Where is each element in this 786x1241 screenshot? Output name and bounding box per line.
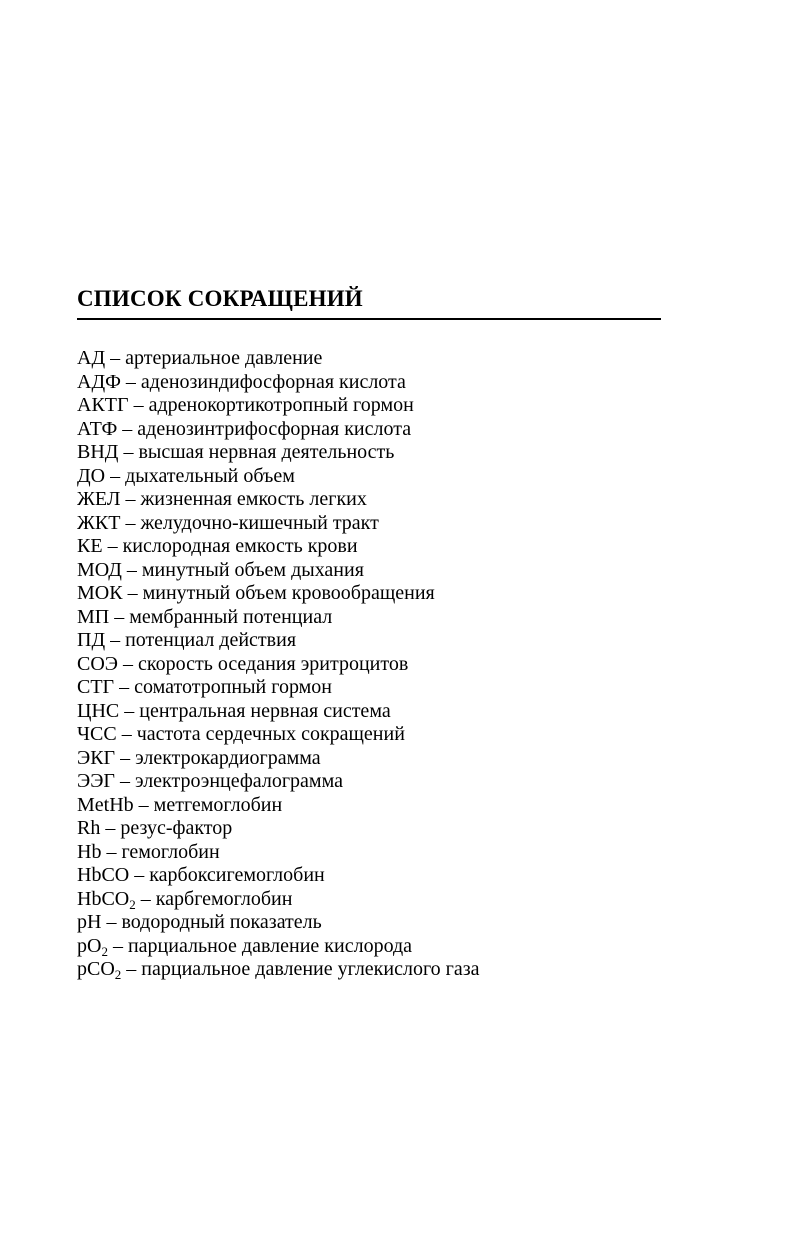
abbreviation-item: [77, 700, 480, 724]
abbreviation-term: pH: [77, 911, 102, 933]
abbreviation-definition: дыхательный объем: [125, 464, 295, 487]
abbreviation-definition: электроэнцефалограмма: [134, 770, 343, 792]
abbreviation-dash: –: [120, 746, 131, 769]
abbreviation-item: [77, 723, 480, 747]
abbreviation-term: АТФ: [77, 417, 118, 440]
abbreviation-definition: артериальное давление: [125, 347, 323, 369]
abbreviation-definition: кислородная емкость крови: [122, 535, 358, 557]
abbreviation-term: МОД: [77, 558, 122, 581]
abbreviation-subscript: 2: [129, 896, 136, 912]
abbreviation-dash: –: [105, 817, 116, 839]
abbreviation-term: ДО: [77, 464, 106, 487]
abbreviation-item: [77, 817, 480, 841]
abbreviation-term: АКТГ: [77, 394, 129, 416]
abbreviation-term: Rh: [77, 817, 101, 839]
abbreviation-definition: потенциал действия: [125, 629, 297, 651]
abbreviation-dash: –: [123, 652, 133, 675]
abbreviation-term: pO: [77, 934, 102, 957]
abbreviation-subscript: 2: [114, 967, 122, 982]
abbreviation-item: [77, 371, 480, 395]
abbreviation-item: [77, 394, 480, 418]
abbreviation-term: СТГ: [77, 676, 115, 698]
abbreviation-dash: –: [112, 934, 123, 957]
abbreviation-term: АДФ: [77, 370, 121, 393]
abbreviation-dash: –: [107, 535, 118, 557]
abbreviation-dash: –: [125, 511, 136, 534]
abbreviation-term: ПД: [77, 629, 106, 651]
abbreviation-item: [77, 841, 480, 865]
abbreviation-dash: –: [114, 605, 125, 628]
abbreviation-subscript: 2: [101, 943, 108, 959]
abbreviation-term: СОЭ: [77, 652, 118, 675]
abbreviation-definition: водородный показатель: [121, 911, 322, 933]
abbreviation-definition: адренокортикотропный гормон: [148, 394, 414, 416]
abbreviation-term: MetHb: [77, 793, 134, 816]
abbreviation-dash: –: [119, 770, 130, 792]
abbreviation-item: [77, 911, 480, 935]
abbreviation-dash: –: [125, 488, 136, 510]
abbreviation-term: Hb: [77, 840, 102, 863]
abbreviation-item: [77, 676, 480, 700]
abbreviation-dash: –: [110, 629, 121, 651]
abbreviation-dash: –: [123, 441, 134, 463]
abbreviation-definition: метгемоглобин: [153, 793, 283, 816]
abbreviation-dash: –: [125, 370, 136, 393]
abbreviation-definition: частота сердечных сокращений: [136, 723, 405, 745]
abbreviation-item: [77, 559, 480, 583]
abbreviation-item: [77, 653, 480, 677]
abbreviation-term: pCO: [77, 958, 115, 980]
abbreviation-item: [77, 512, 480, 536]
abbreviation-term: ЧСС: [77, 723, 117, 745]
abbreviation-definition: электрокардиограмма: [135, 746, 321, 769]
abbreviation-item: [77, 441, 480, 465]
abbreviation-dash: –: [121, 723, 132, 745]
abbreviation-definition: минутный объем дыхания: [141, 558, 364, 581]
abbreviation-term: ЭКГ: [77, 746, 116, 769]
abbreviation-definition: жизненная емкость легких: [140, 488, 367, 510]
abbreviation-dash: –: [122, 417, 133, 440]
abbreviation-item: [77, 864, 480, 888]
abbreviation-item: [77, 606, 480, 630]
abbreviation-dash: –: [134, 864, 145, 886]
abbreviation-definition: мембранный потенциал: [129, 605, 333, 628]
abbreviation-item: [77, 747, 480, 771]
abbreviation-definition: карбгемоглобин: [155, 887, 293, 910]
abbreviation-definition: соматотропный гормон: [134, 676, 333, 698]
abbreviation-term: HbCO: [77, 864, 130, 886]
abbreviation-term: ЖЕЛ: [77, 488, 121, 510]
abbreviation-dash: –: [110, 464, 121, 487]
abbreviation-term: ВНД: [77, 441, 119, 463]
abbreviation-definition: гемоглобин: [121, 840, 220, 863]
abbreviation-item: [77, 582, 480, 606]
abbreviation-term: ЖКТ: [77, 511, 121, 534]
abbreviation-dash: –: [127, 582, 138, 604]
abbreviation-definition: центральная нервная система: [139, 699, 391, 722]
abbreviation-dash: –: [106, 840, 117, 863]
abbreviation-term: МП: [77, 605, 110, 628]
abbreviation-definition: аденозиндифосфорная кислота: [140, 370, 406, 393]
abbreviation-term: ЦНС: [77, 699, 120, 722]
abbreviation-item: [77, 794, 480, 818]
abbreviation-term: МОК: [77, 582, 123, 604]
abbreviation-dash: –: [119, 676, 130, 698]
abbreviation-definition: аденозинтрифосфорная кислота: [137, 417, 412, 440]
abbreviation-dash: –: [126, 958, 137, 980]
abbreviation-dash: –: [138, 793, 149, 816]
page-title: СПИСОК СОКРАЩЕНИЙ: [77, 286, 363, 311]
abbreviation-term: АД: [77, 347, 106, 369]
abbreviation-dash: –: [126, 558, 137, 581]
abbreviation-item: [77, 888, 480, 912]
abbreviation-definition: минутный объем кровообращения: [142, 582, 435, 604]
abbreviation-dash: –: [133, 394, 144, 416]
abbreviation-term: HbCO: [77, 887, 130, 910]
abbreviation-item: [77, 935, 480, 959]
abbreviation-definition: парциальное давление кислорода: [127, 934, 413, 957]
abbreviation-definition: карбоксигемоглобин: [149, 864, 325, 886]
abbreviation-item: [77, 958, 480, 982]
abbreviation-item: [77, 535, 480, 559]
abbreviation-term: ЭЭГ: [77, 770, 115, 792]
abbreviation-item: [77, 418, 480, 442]
abbreviation-definition: резус-фактор: [120, 817, 233, 839]
abbreviation-item: [77, 465, 480, 489]
abbreviation-list: [77, 347, 480, 982]
abbreviation-item: [77, 629, 480, 653]
abbreviation-definition: высшая нервная деятельность: [138, 441, 395, 463]
abbreviation-definition: желудочно-кишечный тракт: [140, 511, 379, 534]
abbreviation-dash: –: [106, 911, 117, 933]
abbreviation-dash: –: [124, 699, 135, 722]
title-underline: [77, 318, 661, 320]
abbreviation-definition: скорость оседания эритроцитов: [138, 652, 409, 675]
abbreviation-item: [77, 347, 480, 371]
abbreviation-item: [77, 488, 480, 512]
abbreviation-dash: –: [110, 347, 121, 369]
abbreviation-term: КЕ: [77, 535, 103, 557]
abbreviation-dash: –: [140, 887, 151, 910]
abbreviation-definition: парциальное давление углекислого газа: [141, 958, 480, 980]
abbreviation-item: [77, 770, 480, 794]
